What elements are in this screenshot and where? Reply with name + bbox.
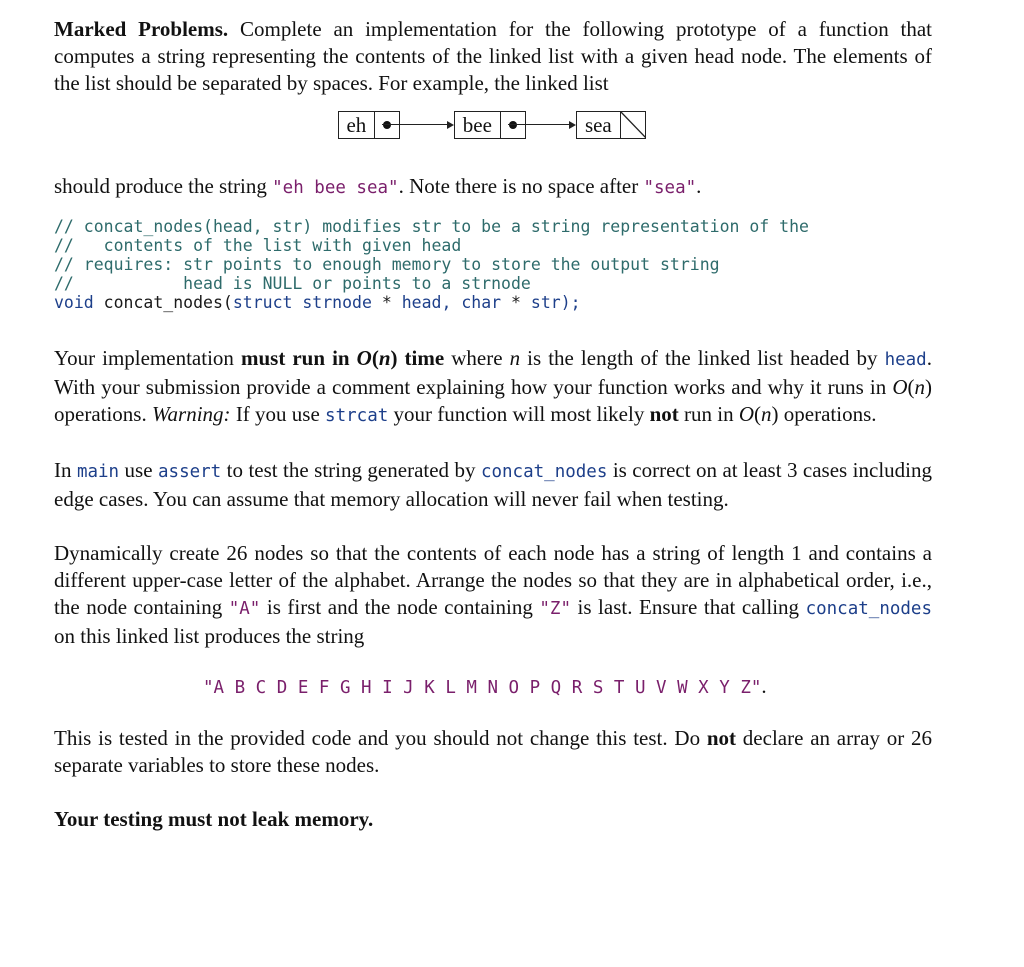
node-value: sea: [577, 112, 621, 138]
problem-statement: [54, 16, 932, 833]
string-z: "Z": [539, 599, 571, 619]
test-note-paragraph: This is tested in the provided code and you should not change this test. Do not declare an array or 26 separate variables to store these nodes.: [54, 726, 932, 777]
node-next-pointer: [375, 112, 399, 138]
alphabet-string-line: "A B C D E F G H I J K L M N O P Q R S T U V W X Y Z".: [203, 674, 767, 698]
example-output-paragraph: should produce the string "eh bee sea". Note there is no space after "sea".: [54, 174, 702, 198]
code-comment-line: // contents of the list with given head: [54, 236, 462, 255]
memory-note: Your testing must not leak memory.: [54, 807, 374, 831]
warning-label: Warning:: [151, 402, 231, 426]
code-comment-line: // concat_nodes(head, str) modifies str to be a string representation of the: [54, 217, 809, 236]
concat-nodes-identifier: concat_nodes: [805, 599, 933, 619]
pointer-dot-icon: [509, 121, 517, 129]
list-node-bee: [454, 111, 526, 139]
next-arrow: [508, 124, 570, 125]
node-value: bee: [455, 112, 501, 138]
intro-text: Complete an implementation for the following prototype of a function that computes a string representing the contents of the linked list with a given head node. The elements of the list should be separated by spaces. For example, the linked list: [54, 17, 932, 95]
alphabet-string: "A B C D E F G H I J K L M N O P Q R S T U V W X Y Z": [203, 678, 762, 698]
intro-heading: Marked Problems.: [54, 17, 229, 41]
concat-nodes-identifier: concat_nodes: [480, 462, 608, 482]
complexity-paragraph: Your implementation must run in O(n) time where n is the length of the linked list headed by head. With your submission provide a comment explaining how your function works and why it runs in O(n) operations. Warning: If you use strcat your function will most likely not run in O(n) operations.: [54, 346, 932, 426]
linked-list-diagram: [54, 111, 932, 165]
testing-paragraph: In main use assert to test the string generated by concat_nodes is correct on at least 3 cases including edge cases. You can assume that memory allocation will never fail when testing.: [54, 458, 932, 511]
code-comment-line: // requires: str points to enough memory to store the output string: [54, 255, 720, 274]
function-signature: void concat_nodes(struct strnode * head, char * str);: [54, 293, 581, 312]
null-pointer-icon: [621, 112, 645, 138]
assert-identifier: assert: [158, 462, 222, 482]
list-node-sea: [576, 111, 646, 139]
node-next-pointer: [501, 112, 525, 138]
string-a: "A": [228, 599, 261, 619]
code-block: [54, 217, 932, 312]
arrow-head-icon: [447, 121, 454, 129]
list-node-eh: [338, 111, 400, 139]
arrow-head-icon: [569, 121, 576, 129]
next-arrow: [382, 124, 448, 125]
example-string: "eh bee sea": [272, 178, 399, 198]
intro-paragraph: [54, 16, 932, 97]
strcat-identifier: strcat: [325, 406, 389, 426]
pointer-dot-icon: [383, 121, 391, 129]
main-identifier: main: [76, 462, 120, 482]
head-identifier: head: [884, 350, 927, 370]
node-value: eh: [339, 112, 375, 138]
code-comment-line: // head is NULL or points to a strnode: [54, 274, 531, 293]
example-last-string: "sea": [643, 178, 697, 198]
alphabet-paragraph: Dynamically create 26 nodes so that the contents of each node has a string of length 1 and contains a different upper-case letter of the alphabet. Arrange the nodes so that they are in alphabetical order, i.e., the node containing "A" is first and the node containing "Z" is last. Ensure that calling concat_nodes on this linked list produces the string: [54, 541, 933, 648]
